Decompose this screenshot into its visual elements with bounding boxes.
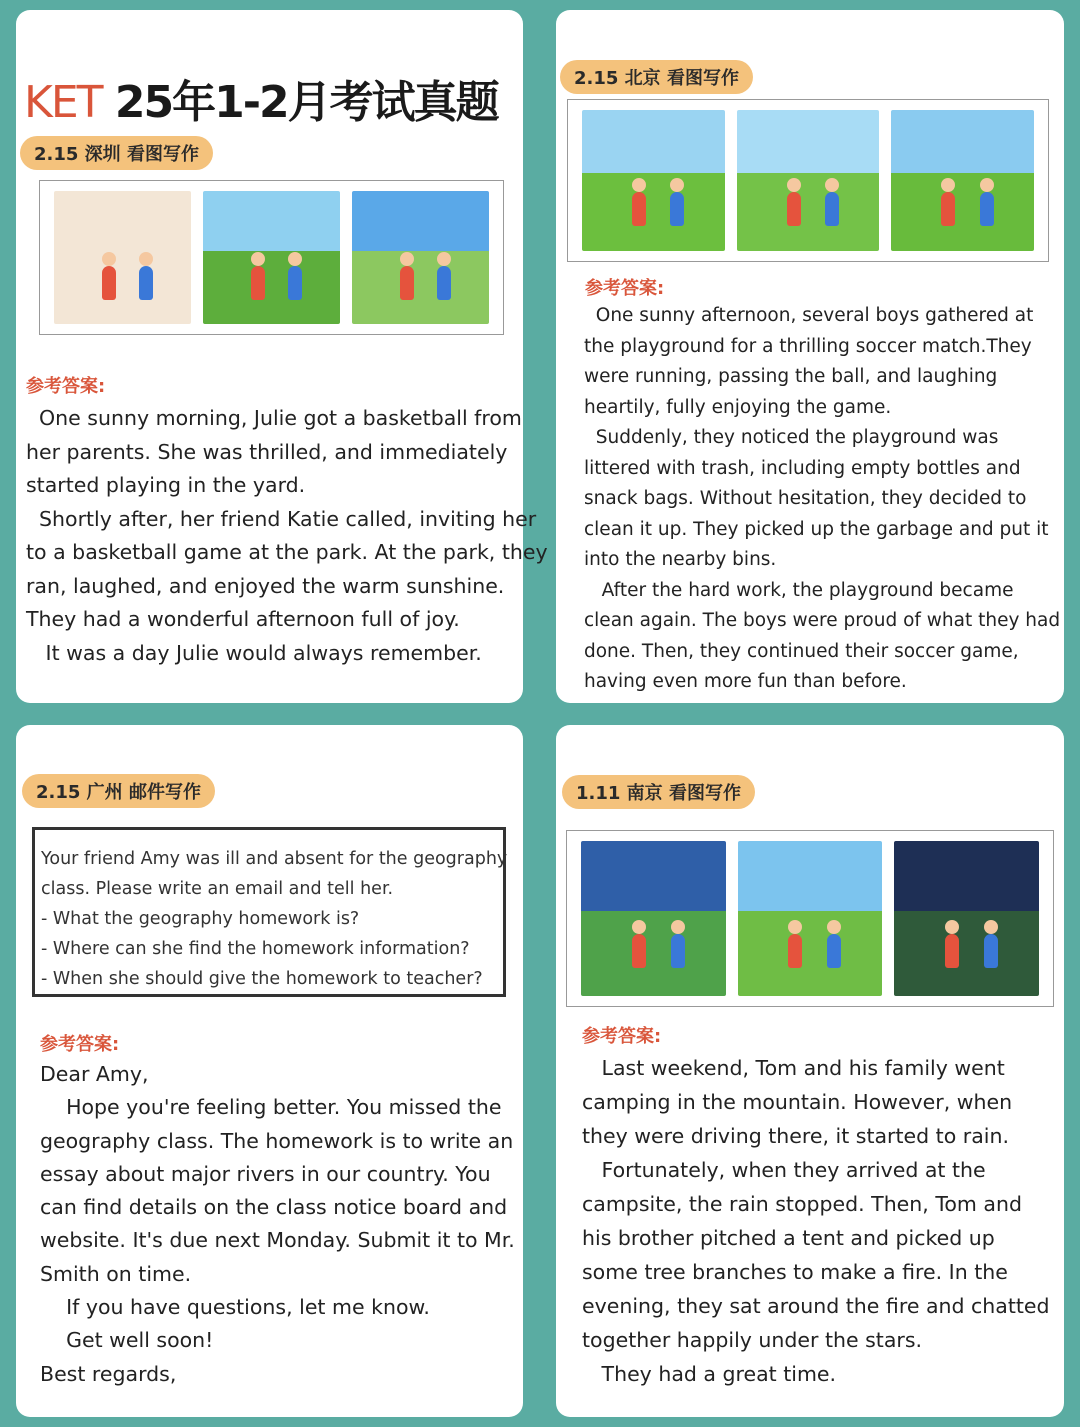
section-tag: 1.11 南京 看图写作 xyxy=(562,775,755,809)
boys-soccer-again-image xyxy=(891,110,1034,251)
text-line: Last weekend, Tom and his family went xyxy=(582,1056,1005,1080)
section-tag: 2.15 北京 看图写作 xyxy=(560,60,753,94)
title-text: 25年1-2月考试真题 xyxy=(101,77,498,128)
text-line: Get well soon! xyxy=(40,1328,214,1353)
text-line: her parents. She was thrilled, and immediately xyxy=(26,439,508,464)
text-line: They had a great time. xyxy=(582,1362,837,1386)
text-line: Suddenly, they noticed the playground was xyxy=(584,427,999,448)
text-line: Dear Amy, xyxy=(40,1062,149,1086)
card-beijing xyxy=(556,10,1064,703)
text-line: evening, they sat around the fire and chatted xyxy=(582,1294,1050,1318)
picture-strip xyxy=(567,99,1049,262)
text-line: Hope you're feeling better. You missed the xyxy=(40,1095,502,1120)
text-line: heartily, fully enjoying the game. xyxy=(584,396,892,418)
card-nanjing xyxy=(556,725,1064,1417)
family-camping-in-rain-image xyxy=(581,841,726,996)
page-title xyxy=(24,66,498,130)
answer-label: 参考答案: xyxy=(40,1034,120,1055)
text-line: can find details on the class notice board and xyxy=(40,1195,508,1220)
girl-playing-basketball-in-yard-image xyxy=(203,191,340,324)
text-line: It was a day Julie would always remember. xyxy=(26,640,482,665)
kids-pitching-tent-image xyxy=(738,841,883,996)
text-line: Shortly after, her friend Katie called, inviting her xyxy=(26,506,537,531)
text-line: - What the geography homework is? xyxy=(41,909,360,929)
picture-strip xyxy=(566,830,1054,1007)
email-prompt-box xyxy=(32,827,506,997)
essay-text xyxy=(582,1051,1050,1391)
text-line: they were driving there, it started to rain. xyxy=(582,1124,1009,1148)
mother-giving-basketball-image xyxy=(54,191,191,324)
text-line: into the nearby bins. xyxy=(584,549,777,570)
text-line: clean it up. They picked up the garbage and put it xyxy=(584,518,1049,540)
text-line: together happily under the stars. xyxy=(582,1328,923,1352)
text-line: After the hard work, the playground became xyxy=(584,579,1014,601)
text-line: Fortunately, when they arrived at the xyxy=(582,1158,986,1182)
text-line: ran, laughed, and enjoyed the warm sunshine. xyxy=(26,573,505,598)
text-line: snack bags. Without hesitation, they decided to xyxy=(584,488,1027,509)
text-line: class. Please write an email and tell her. xyxy=(41,879,394,899)
card-guangzhou xyxy=(16,725,523,1417)
text-line: If you have questions, let me know. xyxy=(40,1295,430,1320)
text-line: some tree branches to make a fire. In the xyxy=(582,1260,1008,1284)
text-line: Smith on time. xyxy=(40,1261,192,1286)
text-line: One sunny morning, Julie got a basketball from xyxy=(26,406,522,430)
text-line: website. It's due next Monday. Submit it to Mr. xyxy=(40,1228,515,1253)
answer-label: 参考答案: xyxy=(26,376,106,397)
text-line: - When she should give the homework to teacher? xyxy=(41,969,483,989)
trash-on-playground-image xyxy=(737,110,880,251)
text-line: - Where can she find the homework information? xyxy=(41,939,470,959)
text-line: to a basketball game at the park. At the park, they xyxy=(26,540,548,564)
text-line: camping in the mountain. However, when xyxy=(582,1090,1013,1114)
text-line: They had a wonderful afternoon full of joy. xyxy=(26,607,460,631)
picture-strip xyxy=(39,180,504,335)
email-text xyxy=(40,1058,515,1391)
text-line: essay about major rivers in our country. You xyxy=(40,1161,491,1186)
text-line: campsite, the rain stopped. Then, Tom and xyxy=(582,1192,1022,1216)
essay-text xyxy=(26,402,548,670)
section-tag: 2.15 深圳 看图写作 xyxy=(20,136,213,170)
text-line: were running, passing the ball, and laughing xyxy=(584,366,998,387)
text-line: geography class. The homework is to write an xyxy=(40,1128,514,1153)
text-line: having even more fun than before. xyxy=(584,671,907,692)
boys-playing-soccer-image xyxy=(582,110,725,251)
section-tag: 2.15 广州 邮件写作 xyxy=(22,774,215,808)
text-line: Best regards, xyxy=(40,1361,177,1386)
answer-label: 参考答案: xyxy=(582,1026,662,1047)
text-line: his brother pitched a tent and picked up xyxy=(582,1226,995,1250)
text-line: clean again. The boys were proud of what they had xyxy=(584,610,1061,631)
campfire-at-night-image xyxy=(894,841,1039,996)
text-line: the playground for a thrilling soccer match.They xyxy=(584,335,1032,357)
card-shenzhen xyxy=(16,10,548,703)
essay-text xyxy=(584,301,1060,698)
text-line: One sunny afternoon, several boys gathered at xyxy=(584,305,1034,326)
answer-label: 参考答案: xyxy=(585,278,665,299)
girls-at-basketball-court-image xyxy=(352,191,489,324)
text-line: littered with trash, including empty bottles and xyxy=(584,457,1021,479)
title-brand: KET xyxy=(24,77,102,128)
text-line: Your friend Amy was ill and absent for the geography xyxy=(41,849,508,869)
text-line: done. Then, they continued their soccer game, xyxy=(584,640,1019,662)
text-line: started playing in the yard. xyxy=(26,473,306,497)
